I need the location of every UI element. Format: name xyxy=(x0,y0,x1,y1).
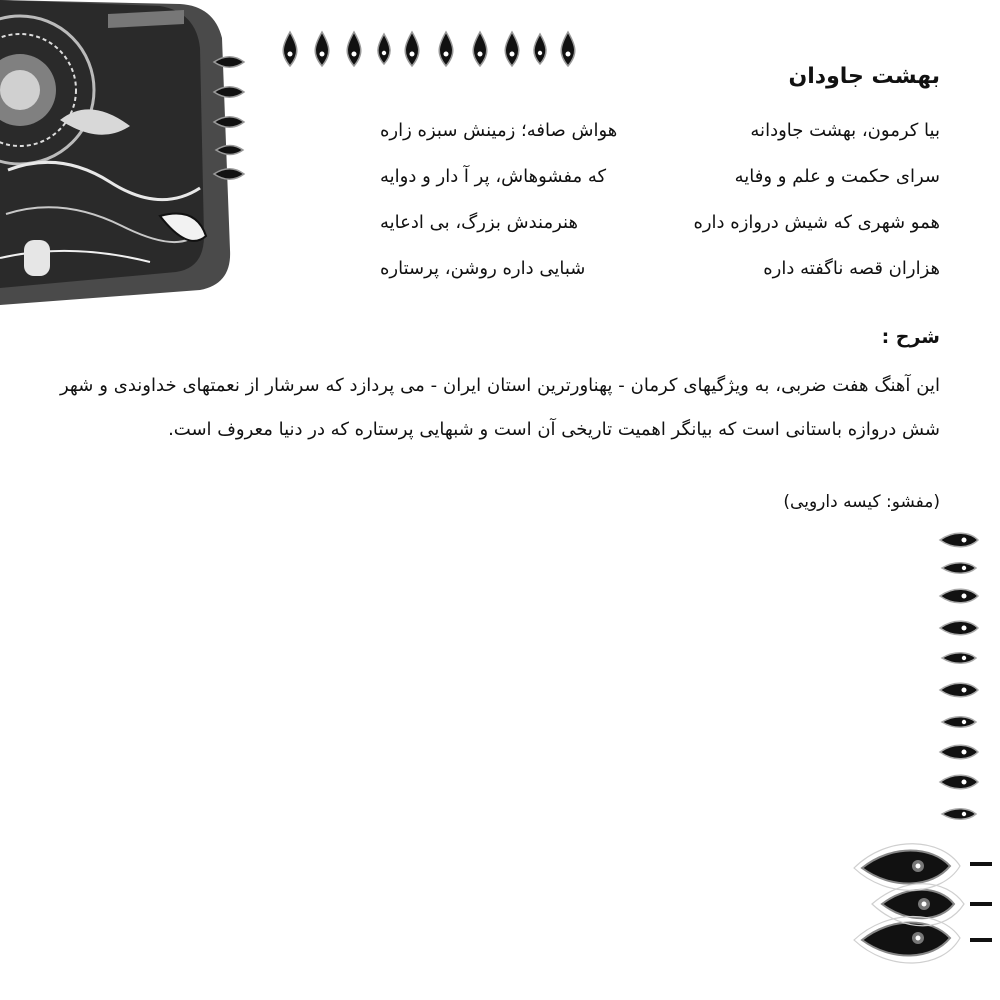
right-drop-column xyxy=(936,528,984,828)
commentary-heading: شرح : xyxy=(881,326,940,348)
verse-3-right-hemistich: همو شهری که شیش دروازه داره xyxy=(693,212,940,233)
glossary-footnote: (مفشو: کیسه دارویی) xyxy=(783,492,940,512)
verse-1-left-hemistich: هواش صافه؛ زمینش سبزه زاره xyxy=(380,120,618,141)
verse-4-right-hemistich: هزاران قصه ناگفته داره xyxy=(763,258,940,279)
verse-4-left-hemistich: شبایی داره روشن، پرستاره xyxy=(380,258,586,279)
poem-title: بهشت جاودان xyxy=(788,64,940,89)
verse-1 xyxy=(380,108,940,154)
verse-3-left-hemistich: هنرمندش بزرگ، بی ادعایه xyxy=(380,212,578,233)
left-drop-column xyxy=(210,52,250,182)
verse-2-left-hemistich: که مفشوهاش، پر آ دار و دوایه xyxy=(380,166,607,187)
verse-1-right-hemistich: بیا کرمون، بهشت جاودانه xyxy=(750,120,940,141)
poem-verses xyxy=(380,108,940,292)
large-paisley-group xyxy=(852,838,992,978)
commentary-body: این آهنگ هفت ضربی، به ویژگیهای کرمان - پهناورترین استان ایران - می پردازد که سرشار از نعمتهای خداوندی و شهر شش دروازه باستانی است که بیانگر اهمیت تاریخی آن است و شبهایی پرستاره که در دنیا معروف است. xyxy=(60,375,940,440)
verse-3 xyxy=(380,200,940,246)
verse-2 xyxy=(380,154,940,200)
top-drop-row xyxy=(278,28,588,70)
verse-2-right-hemistich: سرای حکمت و علم و وفایه xyxy=(734,166,940,187)
verse-4 xyxy=(380,246,940,292)
